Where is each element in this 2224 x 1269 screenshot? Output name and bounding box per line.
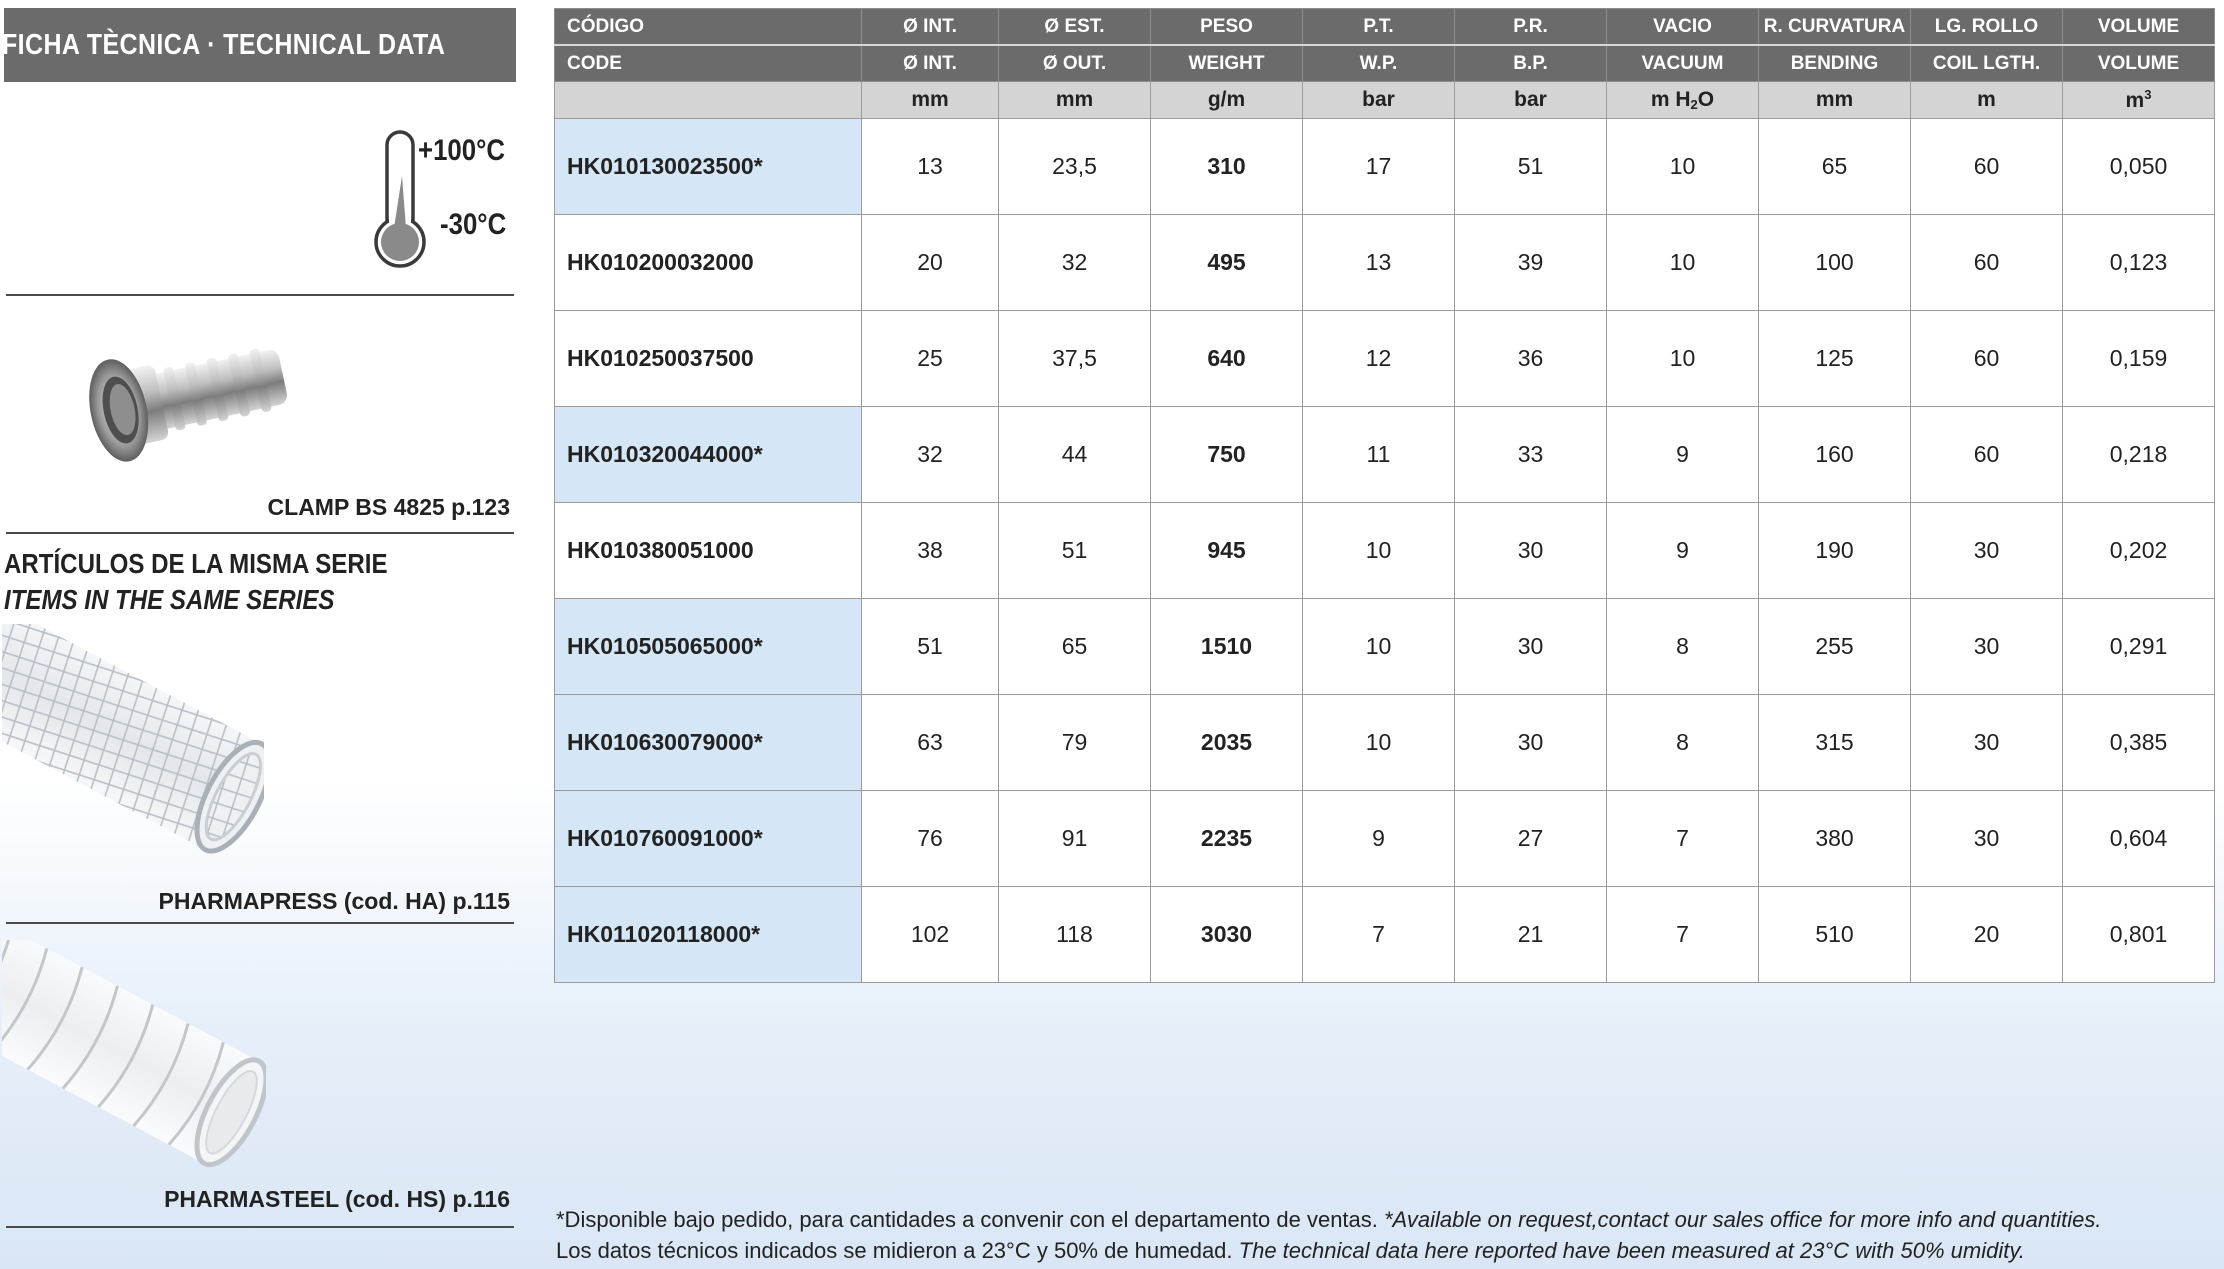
divider — [6, 922, 514, 924]
col-header-coil-en: COIL LGTH. — [1911, 45, 2063, 82]
cell-bending: 65 — [1759, 119, 1911, 215]
footnotes — [556, 1204, 2101, 1266]
pharmapress-hose-image — [2, 624, 264, 882]
unit-weight: g/m — [1151, 82, 1303, 119]
cell-id: 76 — [862, 791, 999, 887]
cell-od: 23,5 — [999, 119, 1151, 215]
series-title-es: ARTÍCULOS DE LA MISMA SERIE — [4, 548, 388, 579]
cell-od: 32 — [999, 215, 1151, 311]
cell-bending: 510 — [1759, 887, 1911, 983]
col-header-weight-es: PESO — [1151, 9, 1303, 46]
left-panel — [0, 0, 520, 1269]
cell-vacuum: 10 — [1607, 215, 1759, 311]
cell-code: HK010130023500* — [555, 119, 862, 215]
unit-coil: m — [1911, 82, 2063, 119]
cell-vacuum: 8 — [1607, 599, 1759, 695]
cell-id: 38 — [862, 503, 999, 599]
footnote-conditions: Los datos técnicos indicados se midieron a 23°C y 50% de humedad. The technical data here reported have been measured at 23°C with 50% umidity. — [556, 1238, 2025, 1263]
table-row — [555, 407, 2215, 503]
cell-id: 32 — [862, 407, 999, 503]
cell-id: 25 — [862, 311, 999, 407]
cell-wp: 11 — [1303, 407, 1455, 503]
cell-weight: 2035 — [1151, 695, 1303, 791]
unit-volume: $m^3$ — [2063, 82, 2215, 119]
col-header-id-es: Ø INT. — [862, 9, 999, 46]
header-row-en — [555, 45, 2215, 82]
col-header-od-es: Ø EST. — [999, 9, 1151, 46]
col-header-bending-es: R. CURVATURA — [1759, 9, 1911, 46]
cell-bending: 255 — [1759, 599, 1911, 695]
temperature-min: -30°C — [440, 208, 507, 241]
cell-code: HK011020118000* — [555, 887, 862, 983]
col-header-id-en: Ø INT. — [862, 45, 999, 82]
cell-od: 79 — [999, 695, 1151, 791]
cell-od: 65 — [999, 599, 1151, 695]
header-row-es — [555, 9, 2215, 46]
cell-code: HK010320044000* — [555, 407, 862, 503]
col-header-wp-es: P.T. — [1303, 9, 1455, 46]
cell-vacuum: 10 — [1607, 119, 1759, 215]
table-row — [555, 503, 2215, 599]
temperature-max: +100°C — [418, 134, 506, 167]
cell-id: 20 — [862, 215, 999, 311]
divider — [6, 1226, 514, 1228]
cell-weight: 640 — [1151, 311, 1303, 407]
cell-volume: 0,050 — [2063, 119, 2215, 215]
unit-wp: bar — [1303, 82, 1455, 119]
col-header-wp-en: W.P. — [1303, 45, 1455, 82]
divider — [6, 294, 514, 296]
col-header-vacuum-en: VACUUM — [1607, 45, 1759, 82]
cell-bending: 380 — [1759, 791, 1911, 887]
cell-od: 37,5 — [999, 311, 1151, 407]
col-header-volume-en: VOLUME — [2063, 45, 2215, 82]
cell-weight: 310 — [1151, 119, 1303, 215]
col-header-bp-es: P.R. — [1455, 9, 1607, 46]
footnote-availability: *Disponible bajo pedido, para cantidades a convenir con el departamento de ventas. *Available on request,contact our sales office for more info and quantities. — [556, 1207, 2102, 1232]
col-header-bp-en: B.P. — [1455, 45, 1607, 82]
table-row — [555, 215, 2215, 311]
cell-coil: 20 — [1911, 887, 2063, 983]
col-header-od-en: Ø OUT. — [999, 45, 1151, 82]
cell-wp: 7 — [1303, 887, 1455, 983]
table-row — [555, 599, 2215, 695]
cell-wp: 10 — [1303, 599, 1455, 695]
cell-vacuum: 8 — [1607, 695, 1759, 791]
cell-od: 118 — [999, 887, 1151, 983]
col-header-vacuum-es: VACIO — [1607, 9, 1759, 46]
cell-coil: 30 — [1911, 791, 2063, 887]
technical-data-table — [554, 8, 2215, 983]
cell-weight: 3030 — [1151, 887, 1303, 983]
cell-code: HK010630079000* — [555, 695, 862, 791]
table-body — [555, 119, 2215, 983]
cell-coil: 30 — [1911, 695, 2063, 791]
cell-coil: 60 — [1911, 407, 2063, 503]
pharmasteel-hose-image — [2, 940, 266, 1190]
cell-code: HK010760091000* — [555, 791, 862, 887]
cell-weight: 945 — [1151, 503, 1303, 599]
cell-coil: 60 — [1911, 215, 2063, 311]
pharmasteel-caption: PHARMASTEEL (cod. HS) p.116 — [164, 1186, 510, 1212]
cell-bp: 21 — [1455, 887, 1607, 983]
cell-bp: 30 — [1455, 695, 1607, 791]
unit-bending: mm — [1759, 82, 1911, 119]
col-header-weight-en: WEIGHT — [1151, 45, 1303, 82]
cell-od: 44 — [999, 407, 1151, 503]
cell-bp: 27 — [1455, 791, 1607, 887]
cell-volume: 0,604 — [2063, 791, 2215, 887]
technical-data-title-text: FICHA TÈCNICA · TECHNICAL DATA — [2, 28, 446, 61]
cell-volume: 0,202 — [2063, 503, 2215, 599]
clamp-fitting-image — [74, 322, 300, 478]
cell-bending: 160 — [1759, 407, 1911, 503]
cell-coil: 30 — [1911, 503, 2063, 599]
cell-volume: 0,218 — [2063, 407, 2215, 503]
cell-weight: 2235 — [1151, 791, 1303, 887]
cell-weight: 1510 — [1151, 599, 1303, 695]
cell-bp: 33 — [1455, 407, 1607, 503]
col-header-coil-es: LG. ROLLO — [1911, 9, 2063, 46]
cell-bending: 125 — [1759, 311, 1911, 407]
units-row — [555, 82, 2215, 119]
cell-code: HK010505065000* — [555, 599, 862, 695]
table-row — [555, 119, 2215, 215]
unit-bp: bar — [1455, 82, 1607, 119]
table-row — [555, 311, 2215, 407]
cell-bp: 30 — [1455, 599, 1607, 695]
divider — [6, 532, 514, 534]
cell-id: 102 — [862, 887, 999, 983]
cell-weight: 495 — [1151, 215, 1303, 311]
cell-od: 91 — [999, 791, 1151, 887]
cell-bp: 30 — [1455, 503, 1607, 599]
cell-volume: 0,801 — [2063, 887, 2215, 983]
col-header-volume-es: VOLUME — [2063, 9, 2215, 46]
cell-coil: 60 — [1911, 119, 2063, 215]
cell-wp: 13 — [1303, 215, 1455, 311]
cell-coil: 60 — [1911, 311, 2063, 407]
cell-vacuum: 10 — [1607, 311, 1759, 407]
col-header-bending-en: BENDING — [1759, 45, 1911, 82]
unit-id: mm — [862, 82, 999, 119]
cell-wp: 17 — [1303, 119, 1455, 215]
cell-weight: 750 — [1151, 407, 1303, 503]
series-title-en: ITEMS IN THE SAME SERIES — [4, 584, 335, 615]
cell-wp: 10 — [1303, 695, 1455, 791]
cell-od: 51 — [999, 503, 1151, 599]
cell-bp: 51 — [1455, 119, 1607, 215]
cell-coil: 30 — [1911, 599, 2063, 695]
unit-vacuum: m $H_2O$ — [1607, 82, 1759, 119]
cell-wp: 9 — [1303, 791, 1455, 887]
cell-bending: 190 — [1759, 503, 1911, 599]
cell-bending: 315 — [1759, 695, 1911, 791]
unit-code — [555, 82, 862, 119]
clamp-caption: CLAMP BS 4825 p.123 — [267, 494, 510, 520]
cell-bp: 39 — [1455, 215, 1607, 311]
cell-wp: 10 — [1303, 503, 1455, 599]
pharmapress-caption: PHARMAPRESS (cod. HA) p.115 — [158, 888, 510, 914]
table-row — [555, 791, 2215, 887]
table-row — [555, 695, 2215, 791]
cell-volume: 0,385 — [2063, 695, 2215, 791]
cell-bending: 100 — [1759, 215, 1911, 311]
technical-data-title — [4, 8, 516, 82]
cell-id: 63 — [862, 695, 999, 791]
unit-od: mm — [999, 82, 1151, 119]
col-header-code-en: CODE — [555, 45, 862, 82]
cell-vacuum: 7 — [1607, 887, 1759, 983]
cell-code: HK010250037500 — [555, 311, 862, 407]
cell-id: 13 — [862, 119, 999, 215]
cell-bp: 36 — [1455, 311, 1607, 407]
cell-volume: 0,123 — [2063, 215, 2215, 311]
cell-volume: 0,159 — [2063, 311, 2215, 407]
table-row — [555, 887, 2215, 983]
cell-id: 51 — [862, 599, 999, 695]
col-header-code-es: CÓDIGO — [555, 9, 862, 46]
cell-code: HK010200032000 — [555, 215, 862, 311]
cell-vacuum: 9 — [1607, 407, 1759, 503]
cell-code: HK010380051000 — [555, 503, 862, 599]
cell-vacuum: 9 — [1607, 503, 1759, 599]
cell-volume: 0,291 — [2063, 599, 2215, 695]
cell-vacuum: 7 — [1607, 791, 1759, 887]
cell-wp: 12 — [1303, 311, 1455, 407]
